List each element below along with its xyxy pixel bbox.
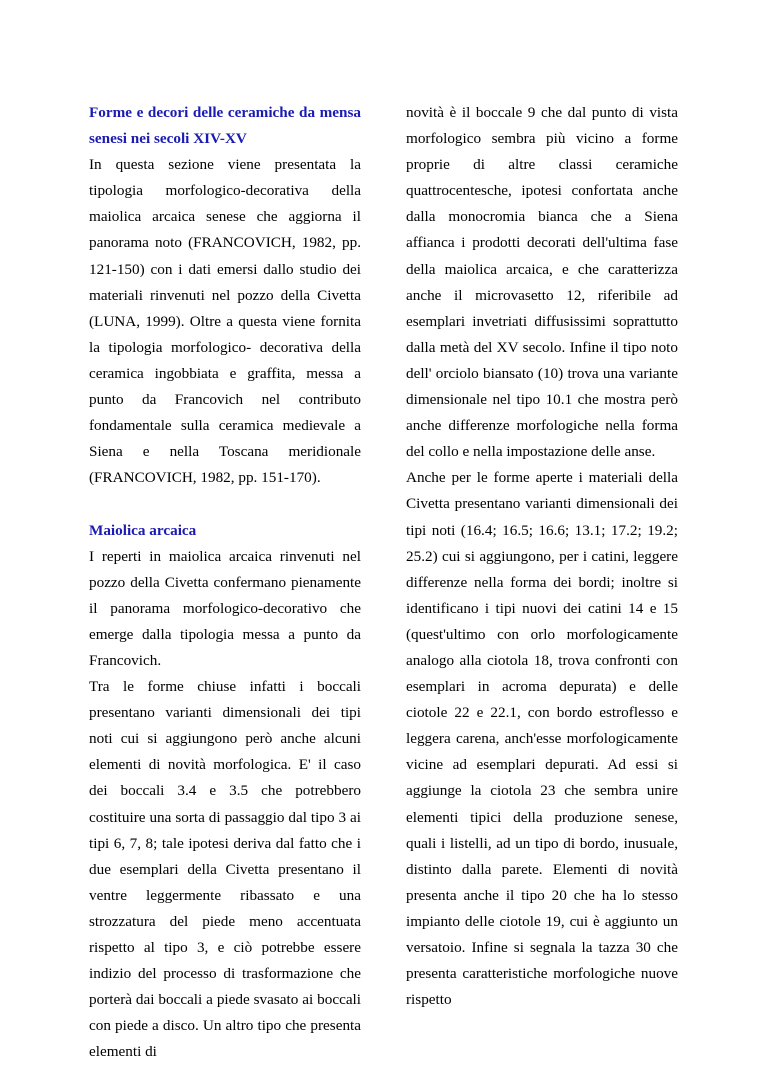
right-column: [406, 100, 678, 1013]
maiolica-paragraph-1: I reperti in maiolica arcaica rinvenuti nel pozzo della Civetta confermano pienamente il panorama morfologico-decorativo che emerge dalla tipologia messa a punto da Francovich.: [89, 547, 361, 669]
paragraph-gap: [89, 491, 361, 517]
left-column: [89, 100, 361, 1065]
section-heading-maiolica-arcaica: Maiolica arcaica: [89, 521, 197, 539]
maiolica-paragraph-2: Tra le forme chiuse infatti i boccali presentano varianti dimensionali dei tipi noti cui si aggiungono però anche alcuni elementi di novità morfologica. E' il caso dei boccali 3.4 e 3.5 che potrebbero costituire una sorta di passaggio dal tipo 3 ai tipi 6, 7, 8; tale ipotesi deriva dal fatto che i due esemplari della Civetta presentano il ventre leggermente ribassato e una strozzatura del piede meno accentuata rispetto al tipo 3, e ciò potrebbe essere indizio del processo di trasformazione che porterà dai boccali a piede svasato ai boccali con piede a disco. Un altro tipo che presenta elementi di: [89, 678, 361, 1061]
right-paragraph-2: Anche per le forme aperte i materiali della Civetta presentano varianti dimensionali dei tipi noti (16.4; 16.5; 16.6; 13.1; 17.2; 19.2; 25.2) cui si aggiungono, per i catini, leggere differenze nella forma dei bordi; inoltre si identificano i tipi nuovi dei catini 14 e 15 (quest'ultimo con orlo morfologicamente analogo alla ciotola 18, trova confronti con esemplari in acroma depurata) e delle ciotole 22 e 22.1, con bordo estroflesso e leggera carena, anch'esse morfologicamente vicine ad esemplari depurati. Ad essi si aggiunge la ciotola 23 che sembra unire elementi tipici della produzione senese, quali i listelli, ad un tipo di bordo, inusuale, distinto dalla parete. Elementi di novità presenta anche il tipo 20 che ha lo stesso impianto delle ciotole 19, cui è aggiunto un versatoio. Infine si segnala la tazza 30 che presenta caratteristiche morfologiche nuove rispetto: [406, 469, 678, 1009]
article-title: Forme e decori delle ceramiche da mensa senesi nei secoli XIV-XV: [89, 104, 361, 148]
intro-paragraph: In questa sezione viene presentata la tipologia morfologico-decorativa della maiolica arcaica senese che aggiorna il panorama noto (FRANCOVICH, 1982, pp. 121-150) con i dati emersi dallo studio dei materiali rinvenuti nel pozzo della Civetta (LUNA, 1999). Oltre a questa viene fornita la tipologia morfologico- decorativa della ceramica ingobbiata e graffita, messa a punto da Francovich nel contributo fondamentale sulla ceramica medievale a Siena e nella Toscana meridionale (FRANCOVICH, 1982, pp. 151-170).: [89, 156, 361, 487]
right-paragraph-1: novità è il boccale 9 che dal punto di vista morfologico sembra più vicino a forme proprie di altre classi ceramiche quattrocentesche, ipotesi confortata anche dalla monocromia bianca che a Siena affianca i prodotti decorati dell'ultima fase della maiolica arcaica, e che caratterizza anche il microvasetto 12, riferibile ad esemplari invetriati diffusissimi soprattutto dalla metà del XV secolo. Infine il tipo noto dell' orciolo biansato (10) trova una variante dimensionale nel tipo 10.1 che mostra però anche differenze morfologiche nella forma del collo e nella impostazione delle anse.: [406, 104, 678, 461]
